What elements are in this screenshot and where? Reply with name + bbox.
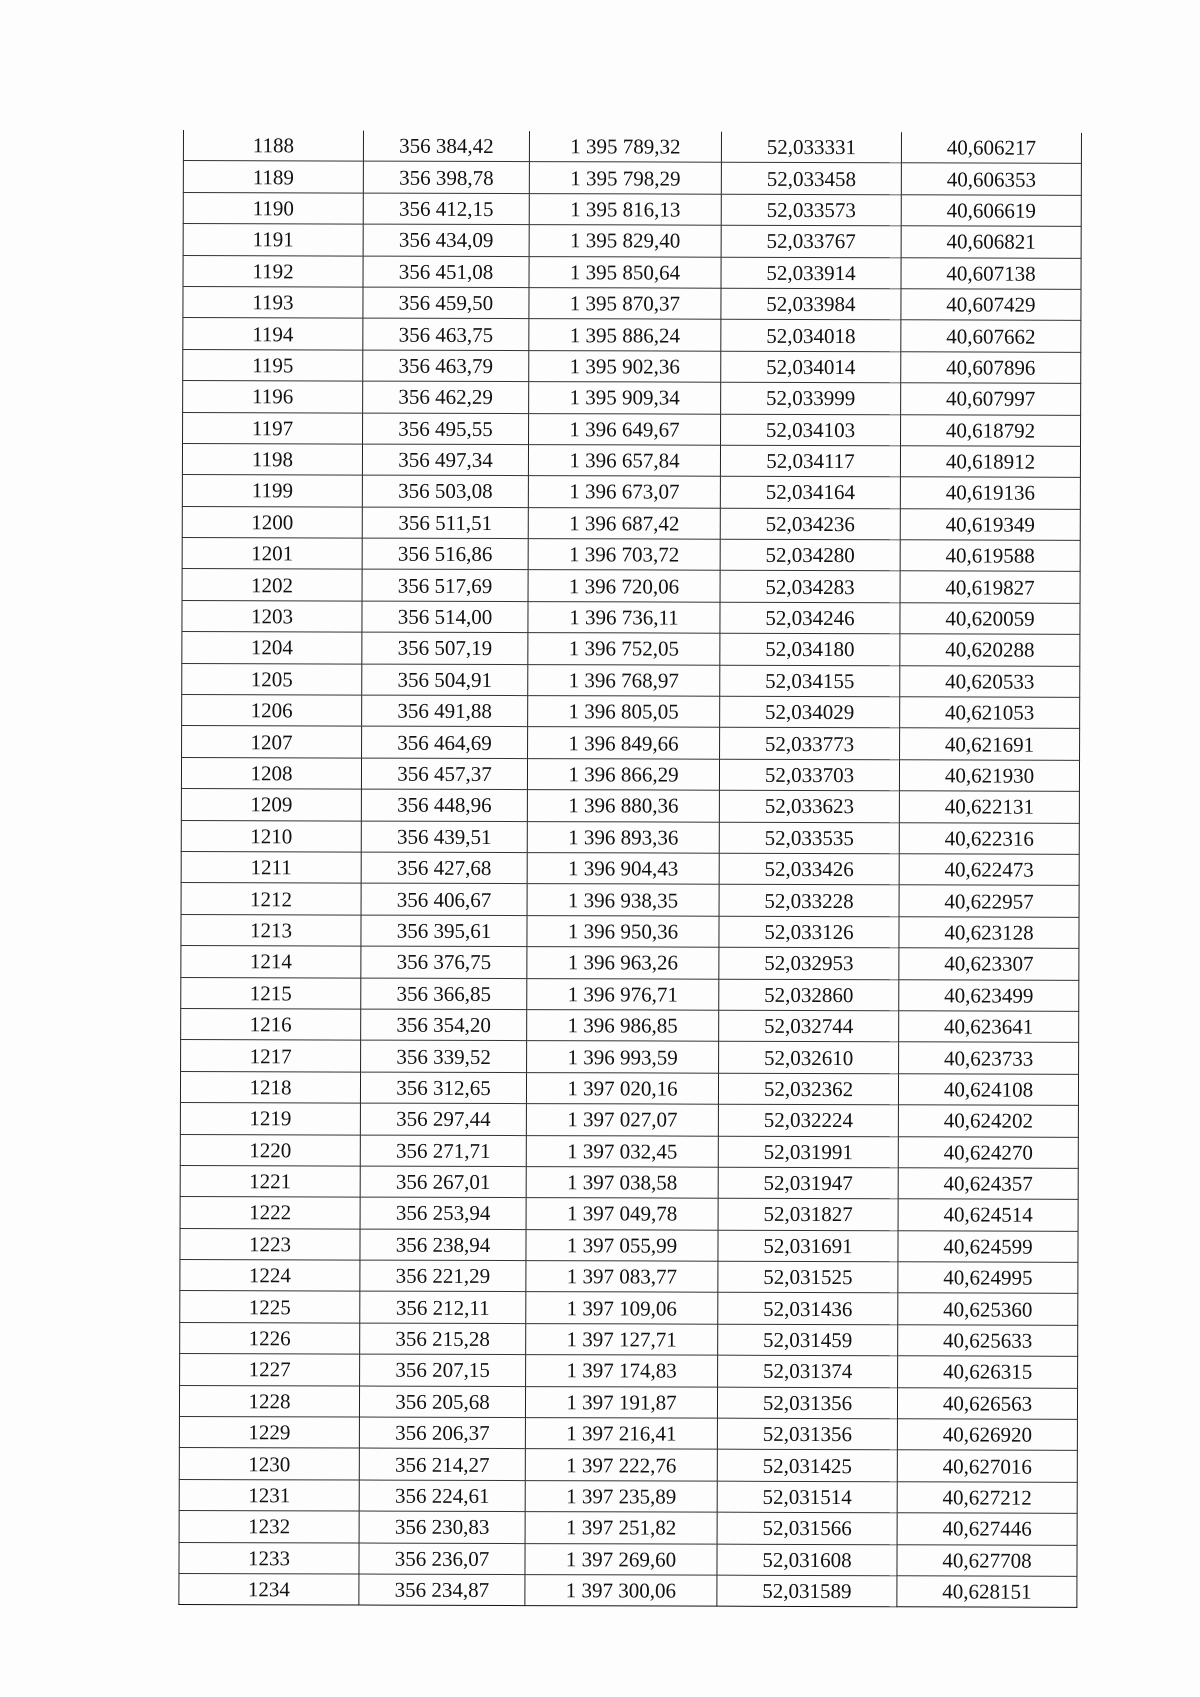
table-row bbox=[182, 632, 1080, 666]
latitude-cell: 52,031356 bbox=[717, 1387, 897, 1419]
y-coordinate-cell: 1 396 986,85 bbox=[527, 1010, 719, 1042]
point-number-cell: 1193 bbox=[183, 286, 363, 318]
point-number-cell: 1189 bbox=[183, 161, 363, 193]
table-row bbox=[183, 318, 1081, 352]
y-coordinate-cell: 1 396 768,97 bbox=[528, 664, 720, 696]
x-coordinate-cell: 356 384,42 bbox=[363, 131, 529, 162]
table-row bbox=[180, 1197, 1078, 1231]
point-number-cell: 1219 bbox=[180, 1103, 360, 1135]
point-number-cell: 1191 bbox=[183, 224, 363, 256]
point-number-cell: 1234 bbox=[179, 1573, 359, 1605]
table-row bbox=[182, 475, 1080, 509]
table-row bbox=[180, 1228, 1078, 1262]
x-coordinate-cell: 356 504,91 bbox=[362, 664, 528, 696]
point-number-cell: 1199 bbox=[182, 475, 362, 507]
table-row bbox=[181, 946, 1079, 980]
longitude-cell: 40,624995 bbox=[898, 1262, 1078, 1294]
x-coordinate-cell: 356 517,69 bbox=[362, 570, 528, 602]
latitude-cell: 52,033773 bbox=[720, 728, 900, 760]
y-coordinate-cell: 1 397 235,89 bbox=[525, 1480, 717, 1512]
latitude-cell: 52,033458 bbox=[721, 163, 901, 195]
latitude-cell: 52,034117 bbox=[720, 445, 900, 477]
latitude-cell: 52,032860 bbox=[719, 979, 899, 1011]
table-row bbox=[181, 820, 1079, 854]
y-coordinate-cell: 1 397 251,82 bbox=[525, 1512, 717, 1544]
longitude-cell: 40,623641 bbox=[899, 1011, 1079, 1043]
longitude-cell: 40,607997 bbox=[901, 383, 1081, 415]
y-coordinate-cell: 1 397 174,83 bbox=[526, 1355, 718, 1387]
table-row bbox=[180, 1165, 1078, 1199]
point-number-cell: 1211 bbox=[181, 851, 361, 883]
y-coordinate-cell: 1 396 703,72 bbox=[528, 539, 720, 571]
longitude-cell: 40,618912 bbox=[900, 446, 1080, 478]
point-number-cell: 1197 bbox=[183, 412, 363, 444]
longitude-cell: 40,623307 bbox=[899, 948, 1079, 980]
x-coordinate-cell: 356 459,50 bbox=[363, 287, 529, 319]
table-row bbox=[182, 538, 1080, 572]
longitude-cell: 40,626563 bbox=[897, 1387, 1077, 1419]
longitude-cell: 40,623128 bbox=[899, 917, 1079, 949]
longitude-cell: 40,626315 bbox=[898, 1356, 1078, 1388]
longitude-cell: 40,620533 bbox=[900, 665, 1080, 697]
y-coordinate-cell: 1 395 798,29 bbox=[529, 162, 721, 194]
x-coordinate-cell: 356 376,75 bbox=[361, 946, 527, 978]
longitude-cell: 40,625360 bbox=[898, 1293, 1078, 1325]
longitude-cell: 40,606619 bbox=[901, 195, 1081, 227]
x-coordinate-cell: 356 297,44 bbox=[360, 1103, 526, 1135]
point-number-cell: 1233 bbox=[179, 1542, 359, 1574]
point-number-cell: 1209 bbox=[181, 789, 361, 821]
x-coordinate-cell: 356 339,52 bbox=[361, 1040, 527, 1072]
table-row bbox=[183, 286, 1081, 320]
y-coordinate-cell: 1 396 938,35 bbox=[527, 884, 719, 916]
longitude-cell: 40,606217 bbox=[901, 132, 1081, 163]
latitude-cell: 52,031459 bbox=[718, 1324, 898, 1356]
x-coordinate-cell: 356 507,19 bbox=[362, 632, 528, 664]
longitude-cell: 40,606821 bbox=[901, 226, 1081, 258]
table-row bbox=[179, 1542, 1077, 1576]
latitude-cell: 52,031525 bbox=[718, 1261, 898, 1293]
table-row bbox=[183, 255, 1081, 289]
point-number-cell: 1225 bbox=[180, 1291, 360, 1323]
point-number-cell: 1216 bbox=[181, 1008, 361, 1040]
latitude-cell: 52,033126 bbox=[719, 916, 899, 948]
latitude-cell: 52,032744 bbox=[719, 1010, 899, 1042]
y-coordinate-cell: 1 396 993,59 bbox=[527, 1041, 719, 1073]
x-coordinate-cell: 356 214,27 bbox=[359, 1448, 525, 1480]
latitude-cell: 52,034246 bbox=[720, 602, 900, 634]
longitude-cell: 40,624357 bbox=[898, 1168, 1078, 1200]
point-number-cell: 1208 bbox=[181, 757, 361, 789]
point-number-cell: 1213 bbox=[181, 914, 361, 946]
latitude-cell: 52,034180 bbox=[720, 633, 900, 665]
y-coordinate-cell: 1 395 886,24 bbox=[529, 319, 721, 351]
latitude-cell: 52,033535 bbox=[719, 822, 899, 854]
x-coordinate-cell: 356 451,08 bbox=[363, 256, 529, 288]
x-coordinate-cell: 356 206,37 bbox=[359, 1417, 525, 1449]
x-coordinate-cell: 356 427,68 bbox=[361, 852, 527, 884]
longitude-cell: 40,624514 bbox=[898, 1199, 1078, 1231]
latitude-cell: 52,031514 bbox=[717, 1481, 897, 1513]
x-coordinate-cell: 356 230,83 bbox=[359, 1511, 525, 1543]
latitude-cell: 52,031947 bbox=[718, 1167, 898, 1199]
latitude-cell: 52,031991 bbox=[718, 1136, 898, 1168]
y-coordinate-cell: 1 397 191,87 bbox=[525, 1386, 717, 1418]
x-coordinate-cell: 356 234,87 bbox=[359, 1574, 525, 1606]
y-coordinate-cell: 1 397 038,58 bbox=[526, 1166, 718, 1198]
y-coordinate-cell: 1 396 736,11 bbox=[528, 601, 720, 633]
table-row bbox=[183, 130, 1081, 164]
longitude-cell: 40,627016 bbox=[897, 1450, 1077, 1482]
y-coordinate-cell: 1 397 027,07 bbox=[526, 1104, 718, 1136]
table-row bbox=[181, 1040, 1079, 1074]
table-row bbox=[182, 506, 1080, 540]
x-coordinate-cell: 356 457,37 bbox=[361, 758, 527, 790]
y-coordinate-cell: 1 397 020,16 bbox=[526, 1072, 718, 1104]
y-coordinate-cell: 1 397 032,45 bbox=[526, 1135, 718, 1167]
x-coordinate-cell: 356 439,51 bbox=[361, 821, 527, 853]
x-coordinate-cell: 356 236,07 bbox=[359, 1543, 525, 1575]
point-number-cell: 1223 bbox=[180, 1228, 360, 1260]
latitude-cell: 52,032953 bbox=[719, 947, 899, 979]
y-coordinate-cell: 1 395 829,40 bbox=[529, 225, 721, 257]
y-coordinate-cell: 1 396 880,36 bbox=[527, 790, 719, 822]
point-number-cell: 1194 bbox=[183, 318, 363, 350]
table-row bbox=[180, 1260, 1078, 1294]
x-coordinate-cell: 356 271,71 bbox=[360, 1135, 526, 1167]
y-coordinate-cell: 1 397 269,60 bbox=[525, 1543, 717, 1575]
latitude-cell: 52,034018 bbox=[721, 320, 901, 352]
y-coordinate-cell: 1 396 649,67 bbox=[529, 413, 721, 445]
table-row bbox=[183, 412, 1081, 446]
point-number-cell: 1222 bbox=[180, 1197, 360, 1229]
latitude-cell: 52,034029 bbox=[720, 696, 900, 728]
point-number-cell: 1229 bbox=[179, 1417, 359, 1449]
latitude-cell: 52,033767 bbox=[721, 225, 901, 257]
table-row bbox=[180, 1134, 1078, 1168]
x-coordinate-cell: 356 267,01 bbox=[360, 1166, 526, 1198]
point-number-cell: 1220 bbox=[180, 1134, 360, 1166]
y-coordinate-cell: 1 396 904,43 bbox=[527, 853, 719, 885]
longitude-cell: 40,623499 bbox=[899, 979, 1079, 1011]
y-coordinate-cell: 1 395 909,34 bbox=[529, 382, 721, 414]
table-row bbox=[181, 851, 1079, 885]
x-coordinate-cell: 356 238,94 bbox=[360, 1229, 526, 1261]
point-number-cell: 1188 bbox=[183, 130, 363, 161]
latitude-cell: 52,034103 bbox=[721, 414, 901, 446]
x-coordinate-cell: 356 491,88 bbox=[362, 695, 528, 727]
y-coordinate-cell: 1 395 816,13 bbox=[529, 193, 721, 225]
latitude-cell: 52,034155 bbox=[720, 665, 900, 697]
point-number-cell: 1206 bbox=[182, 695, 362, 727]
y-coordinate-cell: 1 397 300,06 bbox=[525, 1575, 717, 1607]
y-coordinate-cell: 1 396 950,36 bbox=[527, 915, 719, 947]
table-row bbox=[182, 443, 1080, 477]
longitude-cell: 40,624270 bbox=[898, 1136, 1078, 1168]
point-number-cell: 1205 bbox=[182, 663, 362, 695]
point-number-cell: 1214 bbox=[181, 946, 361, 978]
table-row bbox=[181, 757, 1079, 791]
point-number-cell: 1230 bbox=[179, 1448, 359, 1480]
x-coordinate-cell: 356 503,08 bbox=[362, 475, 528, 507]
point-number-cell: 1227 bbox=[180, 1354, 360, 1386]
longitude-cell: 40,622131 bbox=[899, 791, 1079, 823]
y-coordinate-cell: 1 397 222,76 bbox=[525, 1449, 717, 1481]
table-row bbox=[179, 1511, 1077, 1545]
longitude-cell: 40,627212 bbox=[897, 1482, 1077, 1514]
y-coordinate-cell: 1 395 789,32 bbox=[529, 131, 721, 162]
latitude-cell: 52,033228 bbox=[719, 885, 899, 917]
longitude-cell: 40,626920 bbox=[897, 1419, 1077, 1451]
latitude-cell: 52,031566 bbox=[717, 1512, 897, 1544]
coordinates-table bbox=[178, 130, 1082, 1608]
latitude-cell: 52,034283 bbox=[720, 571, 900, 603]
longitude-cell: 40,621053 bbox=[900, 697, 1080, 729]
longitude-cell: 40,619349 bbox=[900, 508, 1080, 540]
point-number-cell: 1204 bbox=[182, 632, 362, 664]
latitude-cell: 52,034236 bbox=[720, 508, 900, 540]
point-number-cell: 1210 bbox=[181, 820, 361, 852]
y-coordinate-cell: 1 396 893,36 bbox=[527, 821, 719, 853]
longitude-cell: 40,622957 bbox=[899, 885, 1079, 917]
longitude-cell: 40,607429 bbox=[901, 289, 1081, 321]
point-number-cell: 1203 bbox=[182, 600, 362, 632]
x-coordinate-cell: 356 511,51 bbox=[362, 507, 528, 539]
x-coordinate-cell: 356 398,78 bbox=[363, 161, 529, 193]
x-coordinate-cell: 356 221,29 bbox=[360, 1260, 526, 1292]
longitude-cell: 40,607662 bbox=[901, 320, 1081, 352]
x-coordinate-cell: 356 395,61 bbox=[361, 915, 527, 947]
y-coordinate-cell: 1 396 849,66 bbox=[528, 727, 720, 759]
table-row bbox=[179, 1417, 1077, 1451]
x-coordinate-cell: 356 406,67 bbox=[361, 883, 527, 915]
longitude-cell: 40,621930 bbox=[899, 760, 1079, 792]
longitude-cell: 40,606353 bbox=[901, 163, 1081, 195]
table-row bbox=[180, 1103, 1078, 1137]
y-coordinate-cell: 1 395 850,64 bbox=[529, 256, 721, 288]
y-coordinate-cell: 1 396 805,05 bbox=[528, 696, 720, 728]
y-coordinate-cell: 1 396 657,84 bbox=[528, 444, 720, 476]
x-coordinate-cell: 356 462,29 bbox=[363, 381, 529, 413]
x-coordinate-cell: 356 312,65 bbox=[360, 1072, 526, 1104]
point-number-cell: 1224 bbox=[180, 1260, 360, 1292]
latitude-cell: 52,032224 bbox=[718, 1104, 898, 1136]
table-row bbox=[182, 695, 1080, 729]
latitude-cell: 52,031356 bbox=[717, 1418, 897, 1450]
point-number-cell: 1218 bbox=[180, 1071, 360, 1103]
y-coordinate-cell: 1 396 976,71 bbox=[527, 978, 719, 1010]
point-number-cell: 1215 bbox=[181, 977, 361, 1009]
longitude-cell: 40,625633 bbox=[898, 1325, 1078, 1357]
y-coordinate-cell: 1 396 752,05 bbox=[528, 633, 720, 665]
point-number-cell: 1201 bbox=[182, 538, 362, 570]
y-coordinate-cell: 1 395 870,37 bbox=[529, 288, 721, 320]
latitude-cell: 52,033426 bbox=[719, 853, 899, 885]
table-row bbox=[183, 349, 1081, 383]
point-number-cell: 1221 bbox=[180, 1165, 360, 1197]
x-coordinate-cell: 356 212,11 bbox=[360, 1292, 526, 1324]
x-coordinate-cell: 356 514,00 bbox=[362, 601, 528, 633]
latitude-cell: 52,031589 bbox=[717, 1575, 897, 1607]
point-number-cell: 1196 bbox=[183, 381, 363, 413]
longitude-cell: 40,622316 bbox=[899, 822, 1079, 854]
x-coordinate-cell: 356 205,68 bbox=[359, 1386, 525, 1418]
table-row bbox=[179, 1479, 1077, 1513]
y-coordinate-cell: 1 397 216,41 bbox=[525, 1418, 717, 1450]
y-coordinate-cell: 1 397 083,77 bbox=[526, 1261, 718, 1293]
point-number-cell: 1217 bbox=[181, 1040, 361, 1072]
latitude-cell: 52,031691 bbox=[718, 1230, 898, 1262]
x-coordinate-cell: 356 434,09 bbox=[363, 224, 529, 256]
point-number-cell: 1192 bbox=[183, 255, 363, 287]
longitude-cell: 40,607138 bbox=[901, 257, 1081, 289]
longitude-cell: 40,624202 bbox=[898, 1105, 1078, 1137]
latitude-cell: 52,033999 bbox=[721, 382, 901, 414]
table-row bbox=[179, 1573, 1077, 1607]
point-number-cell: 1202 bbox=[182, 569, 362, 601]
x-coordinate-cell: 356 207,15 bbox=[360, 1354, 526, 1386]
x-coordinate-cell: 356 497,34 bbox=[362, 444, 528, 476]
longitude-cell: 40,622473 bbox=[899, 854, 1079, 886]
x-coordinate-cell: 356 354,20 bbox=[361, 1009, 527, 1041]
table-row bbox=[180, 1291, 1078, 1325]
latitude-cell: 52,033914 bbox=[721, 257, 901, 289]
longitude-cell: 40,607896 bbox=[901, 351, 1081, 383]
latitude-cell: 52,032362 bbox=[718, 1073, 898, 1105]
point-number-cell: 1190 bbox=[183, 192, 363, 224]
latitude-cell: 52,031374 bbox=[718, 1355, 898, 1387]
y-coordinate-cell: 1 397 109,06 bbox=[526, 1292, 718, 1324]
y-coordinate-cell: 1 396 720,06 bbox=[528, 570, 720, 602]
x-coordinate-cell: 356 516,86 bbox=[362, 538, 528, 570]
point-number-cell: 1232 bbox=[179, 1511, 359, 1543]
latitude-cell: 52,033573 bbox=[721, 194, 901, 226]
longitude-cell: 40,624599 bbox=[898, 1230, 1078, 1262]
longitude-cell: 40,620059 bbox=[900, 603, 1080, 635]
table-row bbox=[183, 161, 1081, 195]
y-coordinate-cell: 1 396 963,26 bbox=[527, 947, 719, 979]
table-row bbox=[179, 1448, 1077, 1482]
y-coordinate-cell: 1 397 127,71 bbox=[526, 1323, 718, 1355]
table-row bbox=[179, 1385, 1077, 1419]
point-number-cell: 1198 bbox=[182, 443, 362, 475]
table-row bbox=[182, 600, 1080, 634]
table-row bbox=[182, 726, 1080, 760]
table-row bbox=[183, 192, 1081, 226]
point-number-cell: 1231 bbox=[179, 1479, 359, 1511]
table-row bbox=[183, 381, 1081, 415]
table-row bbox=[180, 1354, 1078, 1388]
longitude-cell: 40,621691 bbox=[900, 728, 1080, 760]
longitude-cell: 40,619827 bbox=[900, 571, 1080, 603]
x-coordinate-cell: 356 463,79 bbox=[363, 350, 529, 382]
latitude-cell: 52,034280 bbox=[720, 539, 900, 571]
longitude-cell: 40,619136 bbox=[900, 477, 1080, 509]
latitude-cell: 52,031608 bbox=[717, 1544, 897, 1576]
point-number-cell: 1226 bbox=[180, 1322, 360, 1354]
coordinates-table-body bbox=[179, 130, 1082, 1608]
x-coordinate-cell: 356 495,55 bbox=[363, 413, 529, 445]
x-coordinate-cell: 356 463,75 bbox=[363, 318, 529, 350]
latitude-cell: 52,033703 bbox=[719, 759, 899, 791]
x-coordinate-cell: 356 253,94 bbox=[360, 1197, 526, 1229]
y-coordinate-cell: 1 396 866,29 bbox=[527, 758, 719, 790]
latitude-cell: 52,031436 bbox=[718, 1293, 898, 1325]
x-coordinate-cell: 356 412,15 bbox=[363, 193, 529, 225]
table-row bbox=[182, 663, 1080, 697]
table-row bbox=[180, 1322, 1078, 1356]
x-coordinate-cell: 356 464,69 bbox=[362, 726, 528, 758]
table-row bbox=[182, 569, 1080, 603]
longitude-cell: 40,627446 bbox=[897, 1513, 1077, 1545]
table-row bbox=[180, 1071, 1078, 1105]
point-number-cell: 1207 bbox=[182, 726, 362, 758]
latitude-cell: 52,034164 bbox=[720, 476, 900, 508]
table-row bbox=[183, 224, 1081, 258]
longitude-cell: 40,624108 bbox=[898, 1073, 1078, 1105]
longitude-cell: 40,628151 bbox=[897, 1576, 1077, 1608]
y-coordinate-cell: 1 397 055,99 bbox=[526, 1229, 718, 1261]
x-coordinate-cell: 356 224,61 bbox=[359, 1480, 525, 1512]
longitude-cell: 40,623733 bbox=[899, 1042, 1079, 1074]
point-number-cell: 1212 bbox=[181, 883, 361, 915]
table-row bbox=[181, 914, 1079, 948]
latitude-cell: 52,033984 bbox=[721, 288, 901, 320]
y-coordinate-cell: 1 397 049,78 bbox=[526, 1198, 718, 1230]
longitude-cell: 40,619588 bbox=[900, 540, 1080, 572]
longitude-cell: 40,618792 bbox=[901, 414, 1081, 446]
longitude-cell: 40,620288 bbox=[900, 634, 1080, 666]
table-row bbox=[181, 1008, 1079, 1042]
point-number-cell: 1195 bbox=[183, 349, 363, 381]
latitude-cell: 52,031827 bbox=[718, 1198, 898, 1230]
y-coordinate-cell: 1 396 673,07 bbox=[528, 476, 720, 508]
longitude-cell: 40,627708 bbox=[897, 1544, 1077, 1576]
y-coordinate-cell: 1 396 687,42 bbox=[528, 507, 720, 539]
latitude-cell: 52,033331 bbox=[721, 132, 901, 163]
table-row bbox=[181, 977, 1079, 1011]
y-coordinate-cell: 1 395 902,36 bbox=[529, 350, 721, 382]
latitude-cell: 52,033623 bbox=[719, 790, 899, 822]
table-row bbox=[181, 883, 1079, 917]
table-row bbox=[181, 789, 1079, 823]
x-coordinate-cell: 356 366,85 bbox=[361, 978, 527, 1010]
latitude-cell: 52,032610 bbox=[719, 1042, 899, 1074]
x-coordinate-cell: 356 215,28 bbox=[360, 1323, 526, 1355]
latitude-cell: 52,031425 bbox=[717, 1450, 897, 1482]
point-number-cell: 1228 bbox=[179, 1385, 359, 1417]
point-number-cell: 1200 bbox=[182, 506, 362, 538]
latitude-cell: 52,034014 bbox=[721, 351, 901, 383]
x-coordinate-cell: 356 448,96 bbox=[361, 789, 527, 821]
